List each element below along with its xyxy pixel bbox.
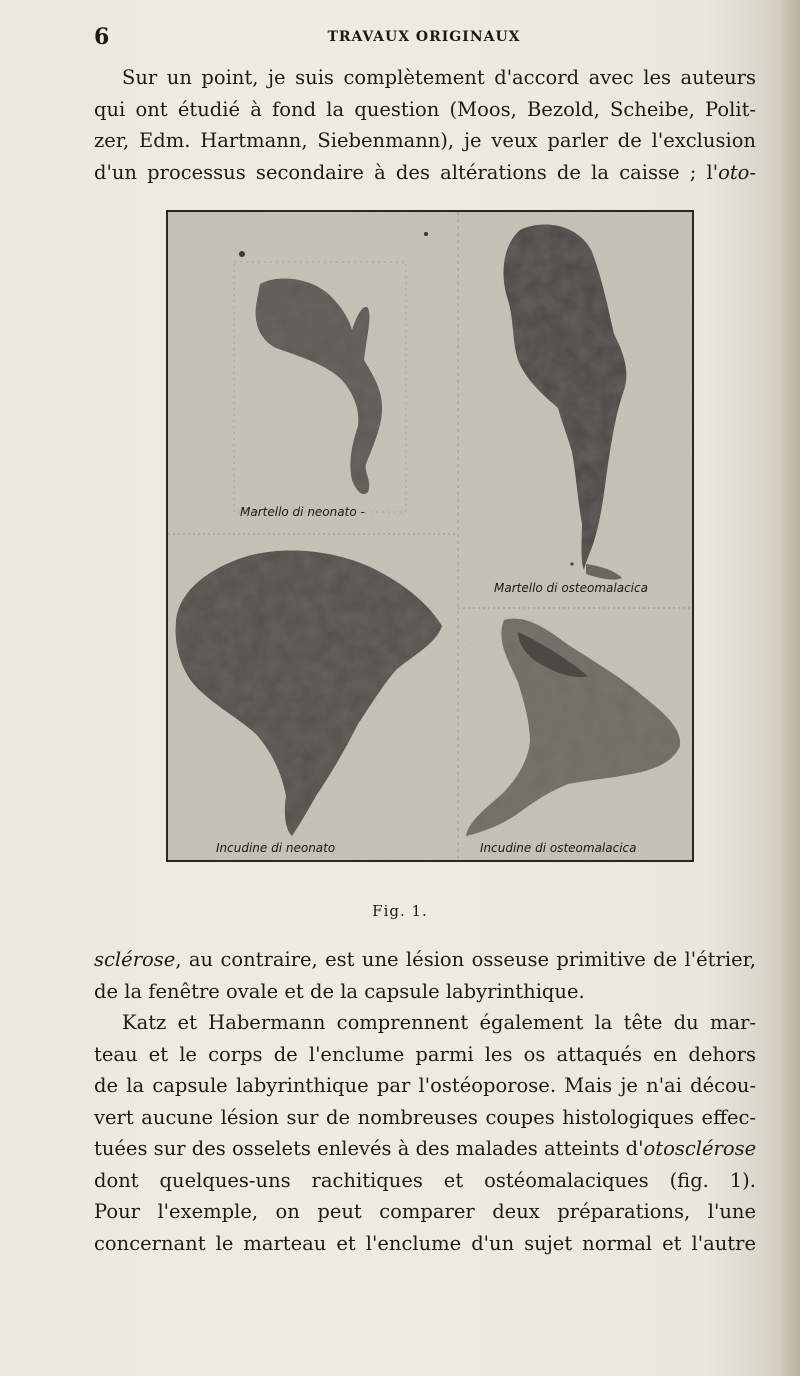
text-line bbox=[94, 157, 756, 189]
text-line: dont quelques-uns rachitiques et ostéomalaciques (fig. 1). bbox=[94, 1168, 756, 1192]
text-line: teau et le corps de l'enclume parmi les os attaqués en dehors bbox=[94, 1042, 756, 1066]
journal-title: TRAVAUX ORIGINAUX bbox=[327, 29, 521, 45]
italic-run: oto- bbox=[718, 160, 756, 184]
text-line: zer, Edm. Hartmann, Siebenmann), je veux parler de l'exclusion bbox=[94, 129, 756, 152]
text-line: concernant le marteau et l'enclume d'un sujet normal et l'autre bbox=[94, 1231, 756, 1255]
text-line bbox=[94, 1133, 756, 1165]
label-incus-osteomalacic: Incudine di osteomalacica bbox=[480, 841, 637, 855]
text-run: , au contraire, est une lésion osseuse primitive de l'étrier, bbox=[175, 948, 756, 971]
figure-photo bbox=[168, 212, 692, 860]
text-line: de la capsule labyrinthique par l'ostéoporose. Mais je n'ai décou- bbox=[94, 1074, 756, 1097]
paragraph-bottom bbox=[94, 944, 756, 1259]
label-incus-newborn: Incudine di neonato bbox=[216, 841, 336, 855]
figure-caption: Fig. 1. bbox=[372, 902, 428, 920]
text-line bbox=[94, 944, 756, 976]
text-run: tuées sur des osselets enlevés à des malades atteints d' bbox=[94, 1137, 644, 1160]
figure-1 bbox=[166, 210, 694, 862]
text-line: de la fenêtre ovale et de la capsule labyrinthique. bbox=[94, 979, 585, 1003]
label-malleus-osteomalacic: Martello di osteomalacica bbox=[494, 581, 648, 595]
page-number: 6 bbox=[94, 24, 110, 50]
text-line: Sur un point, je suis complètement d'accord avec les auteurs bbox=[122, 66, 756, 89]
text-line: qui ont étudié à fond la question (Moos, Bezold, Scheibe, Polit- bbox=[94, 97, 756, 121]
paragraph-top bbox=[94, 62, 756, 188]
binding-edge bbox=[782, 0, 800, 1376]
italic-run: sclérose bbox=[94, 948, 176, 971]
italic-run: otosclérose bbox=[643, 1137, 756, 1160]
running-head bbox=[94, 24, 754, 50]
label-malleus-newborn: Martello di neonato - bbox=[240, 505, 365, 519]
text-run: d'un processus secondaire à des altérations de la caisse ; l' bbox=[94, 160, 719, 184]
text-line: vert aucune lésion sur de nombreuses coupes histologiques effec- bbox=[94, 1105, 756, 1129]
text-line: Pour l'exemple, on peut comparer deux préparations, l'une bbox=[94, 1200, 756, 1223]
text-line: Katz et Habermann comprennent également la tête du mar- bbox=[122, 1011, 756, 1034]
